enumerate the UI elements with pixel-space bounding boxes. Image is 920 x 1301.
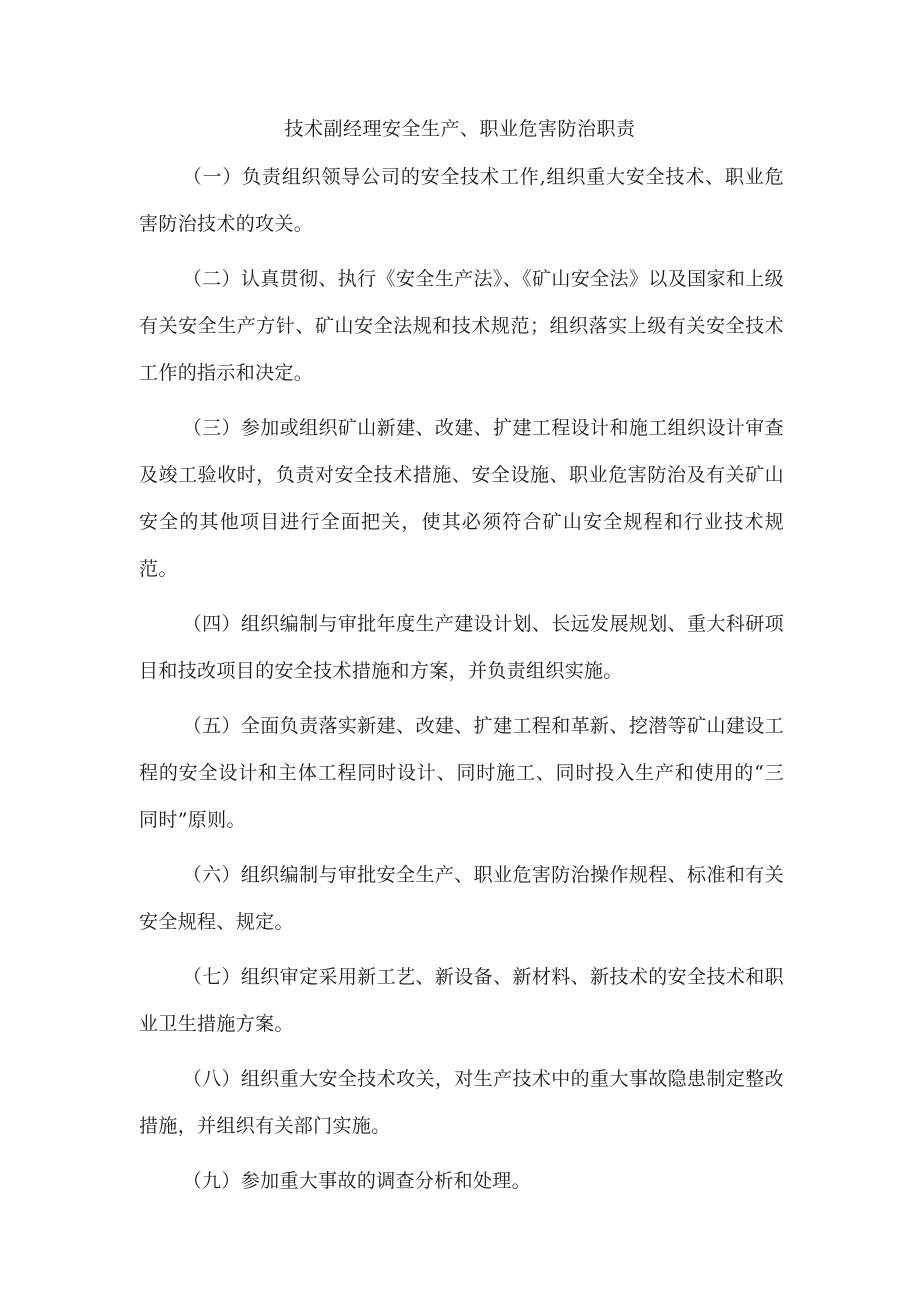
paragraph-8: （八）组织重大安全技术攻关，对生产技术中的重大事故隐患制定整改措施，并组织有关部门实施。	[139, 1068, 784, 1137]
paragraph-7: （七）组织审定采用新工艺、新设备、新材料、新技术的安全技术和职业卫生措施方案。	[139, 966, 784, 1035]
paragraph-4: （四）组织编制与审批年度生产建设计划、长远发展规划、重大科研项目和技改项目的安全技术措施和方案，并负责组织实施。	[139, 613, 784, 682]
paragraph-2: （二）认真贯彻、执行《安全生产法》、《矿山安全法》以及国家和上级有关安全生产方针、矿山安全法规和技术规范；组织落实上级有关安全技术工作的指示和决定。	[139, 268, 784, 384]
paragraph-3: （三）参加或组织矿山新建、改建、扩建工程设计和施工组织设计审查及竣工验收时，负责对安全技术措施、安全设施、职业危害防治及有关矿山安全的其他项目进行全面把关，使其必须符合矿山安全规程和行业技术规范。	[139, 417, 784, 580]
document-body	[139, 154, 784, 1213]
paragraph-5: （五）全面负责落实新建、改建、扩建工程和革新、挖潜等矿山建设工程的安全设计和主体工程同时设计、同时施工、同时投入生产和使用的“三同时”原则。	[139, 715, 784, 831]
paragraph-9: （九）参加重大事故的调查分析和处理。	[182, 1170, 531, 1192]
document-title: 技术副经理安全生产、职业危害防治职责	[284, 118, 636, 140]
paragraph-1: （一）负责组织领导公司的安全技术工作,组织重大安全技术、职业危害防治技术的攻关。	[139, 166, 784, 235]
paragraph-6: （六）组织编制与审批安全生产、职业危害防治操作规程、标准和有关安全规程、规定。	[139, 864, 784, 933]
